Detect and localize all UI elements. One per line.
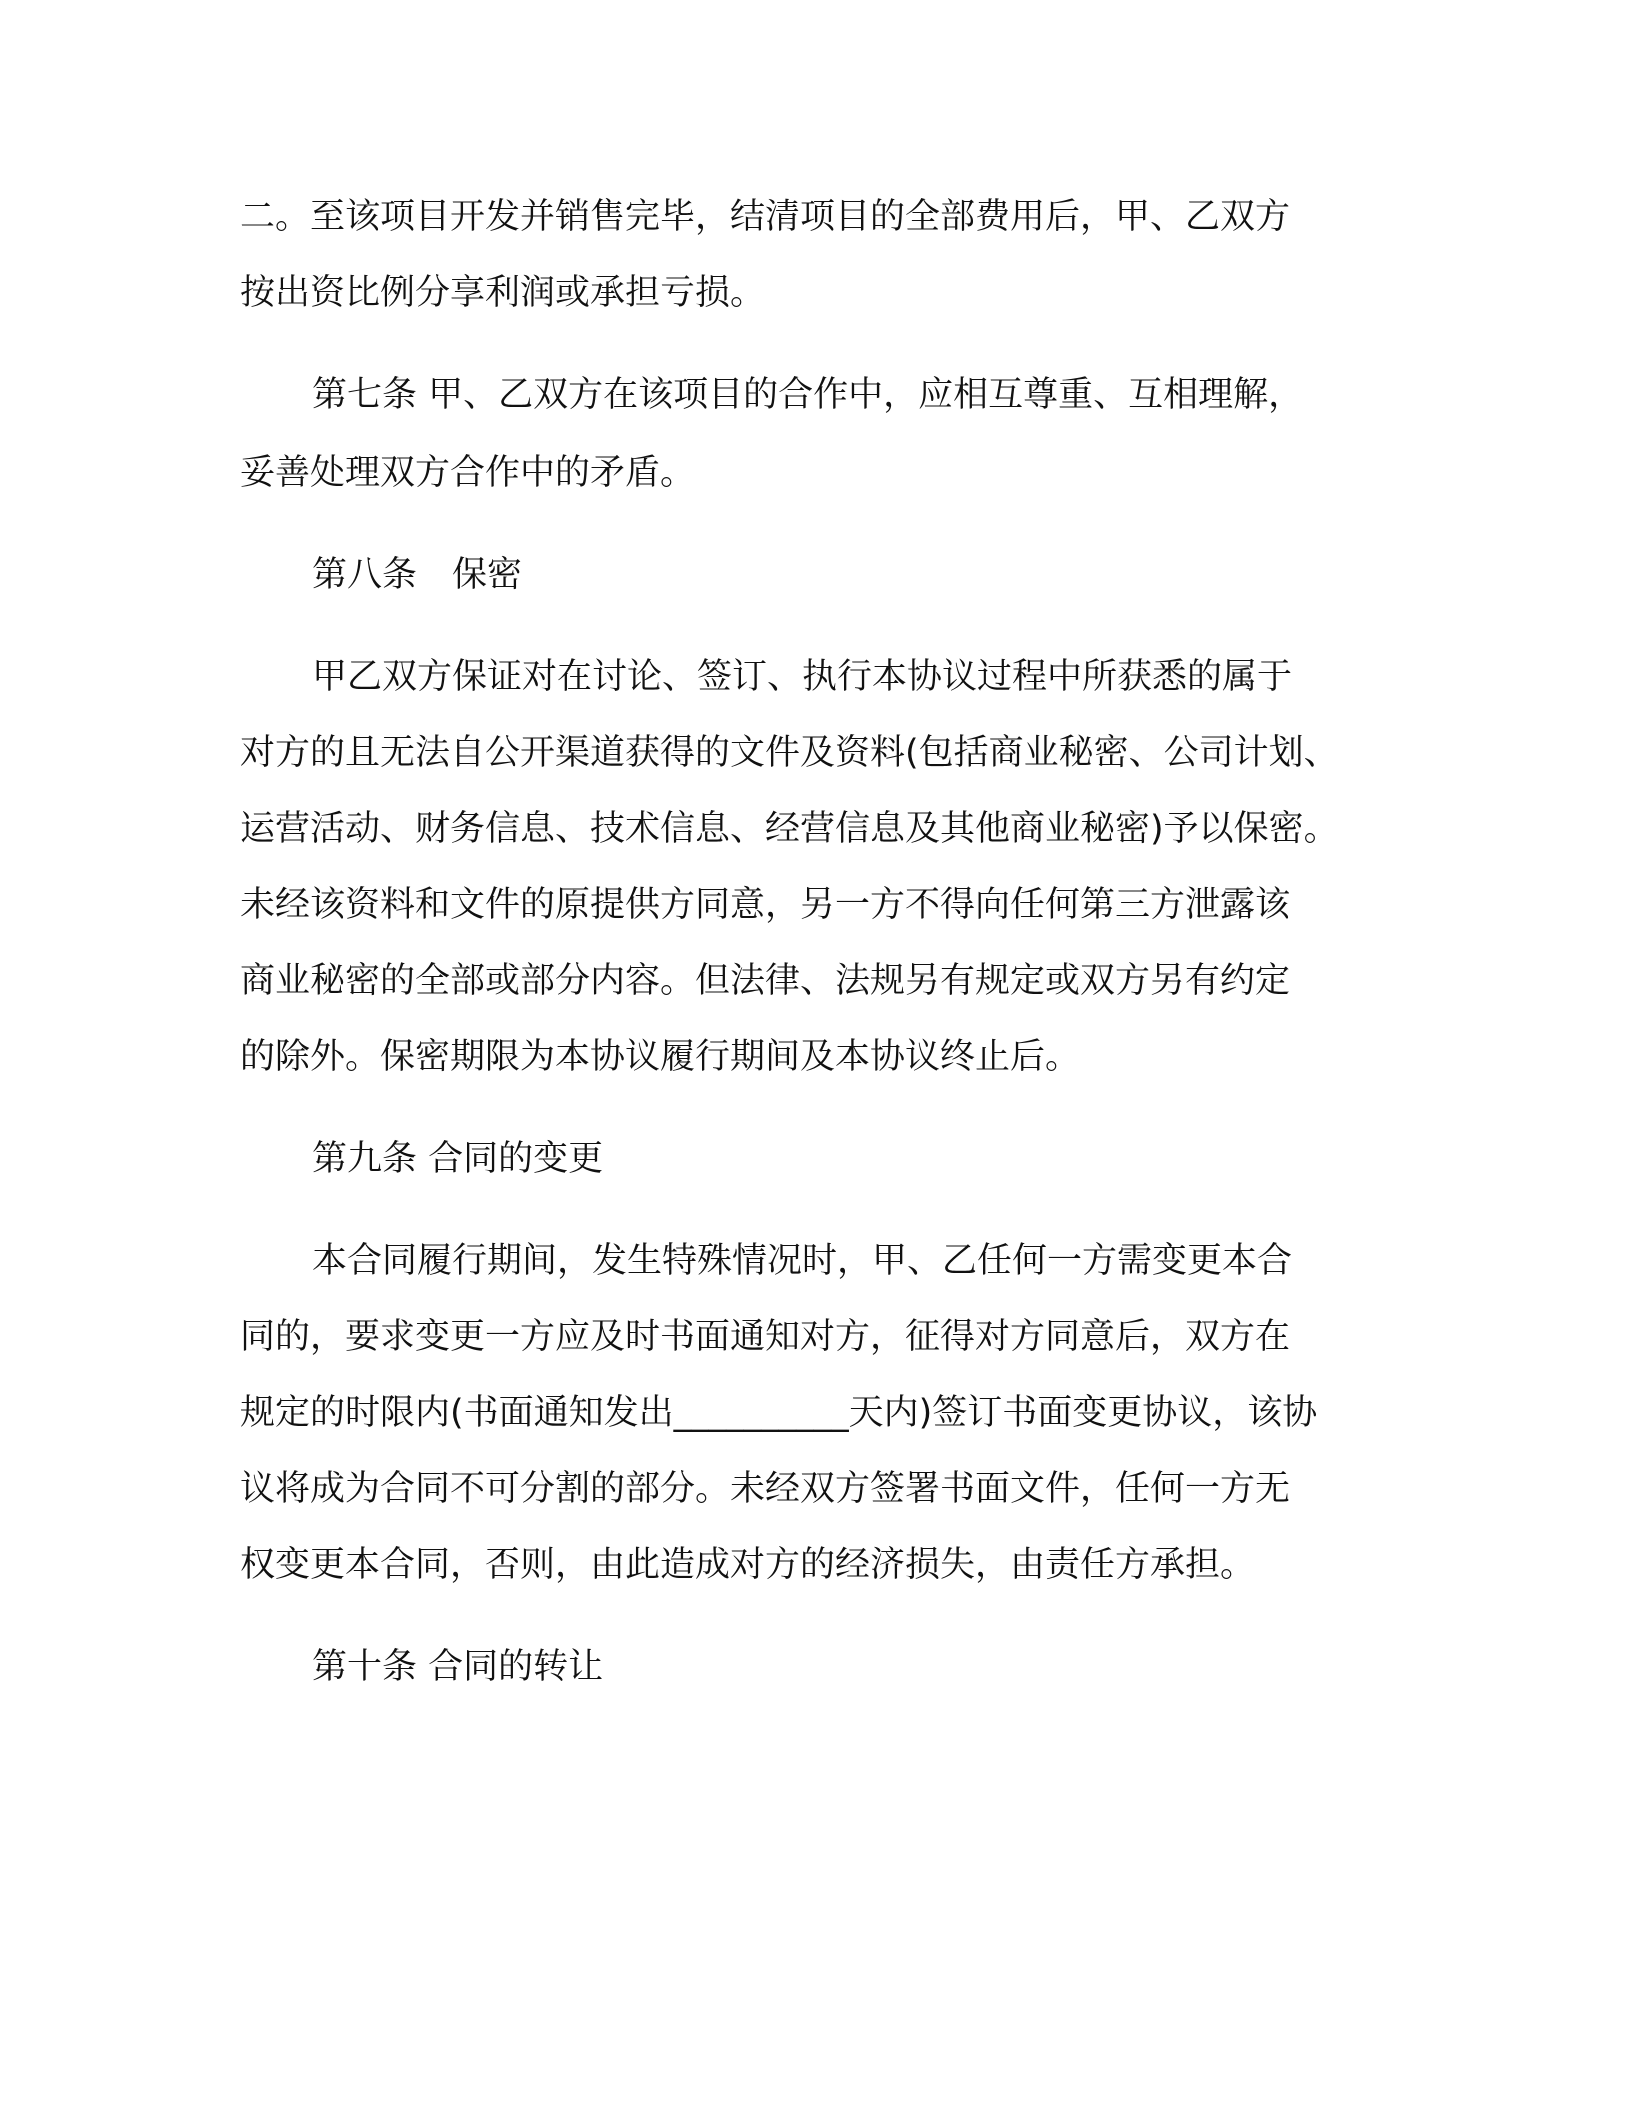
section-heading: 第十条 合同的转让	[312, 1647, 604, 1687]
text-line: 未经该资料和文件的原提供方同意，另一方不得向任何第三方泄露该	[240, 885, 1291, 925]
text-line: 妥善处理双方合作中的矛盾。	[240, 453, 696, 493]
text-line: 二。至该项目开发并销售完毕，结清项目的全部费用后，甲、乙双方	[240, 197, 1291, 237]
text-line: 对方的且无法自公开渠道获得的文件及资料(包括商业秘密、公司计划、	[240, 733, 1339, 773]
text-line: 运营活动、财务信息、技术信息、经营信息及其他商业秘密)予以保密。	[240, 809, 1339, 849]
text-line: 商业秘密的全部或部分内容。但法律、法规另有规定或双方另有约定	[240, 961, 1291, 1001]
text-line: 规定的时限内(书面通知发出__________天内)签订书面变更协议，该协	[240, 1393, 1318, 1433]
text-line: 甲乙双方保证对在讨论、签订、执行本协议过程中所获悉的属于	[312, 657, 1293, 697]
text-line: 同的，要求变更一方应及时书面通知对方，征得对方同意后，双方在	[240, 1317, 1291, 1357]
text-line: 议将成为合同不可分割的部分。未经双方签署书面文件，任何一方无	[240, 1469, 1291, 1509]
text-line: 的除外。保密期限为本协议履行期间及本协议终止后。	[240, 1037, 1081, 1077]
text-line: 第七条 甲、乙双方在该项目的合作中，应相互尊重、互相理解，	[312, 375, 1304, 415]
text-line: 本合同履行期间，发生特殊情况时，甲、乙任何一方需变更本合	[312, 1241, 1293, 1281]
section-heading: 第八条 保密	[312, 555, 523, 595]
text-line: 按出资比例分享利润或承担亏损。	[240, 273, 766, 313]
section-heading: 第九条 合同的变更	[312, 1139, 604, 1179]
text-line: 权变更本合同，否则，由此造成对方的经济损失，由责任方承担。	[240, 1545, 1256, 1585]
